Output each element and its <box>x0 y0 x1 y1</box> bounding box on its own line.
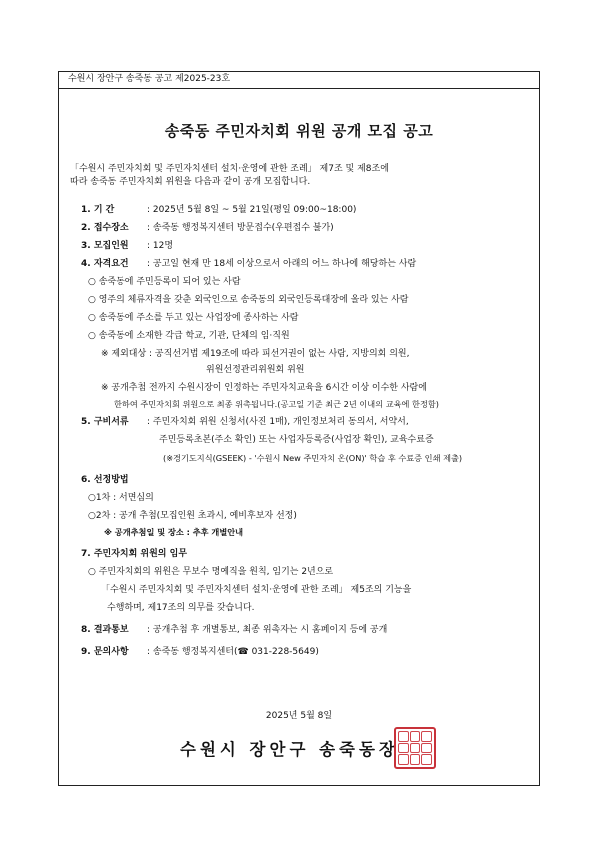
qualification-item: ○ 송죽동에 주소를 두고 있는 사업장에 종사하는 사람 <box>88 313 299 323</box>
place-value: : 송죽동 행정복지센터 방문접수(우편접수 불가) <box>147 223 334 233</box>
documents-label: 5. 구비서류 <box>81 417 129 427</box>
count-label: 3. 모집인원 <box>81 241 129 251</box>
inquiry-value: : 송죽동 행정복지센터(☎ 031-228-5649) <box>147 647 319 657</box>
period-label: 1. 기 간 <box>81 205 115 215</box>
qualification-value: : 공고일 현재 만 18세 이상으로서 아래의 어느 하나에 해당하는 사람 <box>147 259 417 269</box>
qualification-item: ○ 송죽동에 소재한 각급 학교, 기관, 단체의 임·직원 <box>88 331 290 341</box>
duties-line: 「수원시 주민자치회 및 주민자치센터 설치·운영에 관한 조례」 제5조의 기능을 <box>101 585 412 595</box>
result-value: : 공개추첨 후 개별통보, 최종 위촉자는 시 홈페이지 등에 공개 <box>147 625 388 635</box>
exclusion-note: ※ 제외대상 : 공직선거법 제19조에 따라 피선거권이 없는 사람, 지방의회 의원, <box>101 349 410 359</box>
signature: 수원시 장안구 송죽동장 <box>180 740 399 759</box>
qualification-label: 4. 자격요건 <box>81 259 129 269</box>
documents-value: : 주민자치회 위원 신청서(사진 1매), 개인정보처리 동의서, 서약서, <box>147 417 409 427</box>
qualification-item: ○ 송죽동에 주민등록이 되어 있는 사람 <box>88 277 241 287</box>
result-label: 8. 결과통보 <box>81 625 129 635</box>
duties-label: 7. 주민자치회 위원의 임무 <box>81 549 188 559</box>
period-value: : 2025년 5월 8일 ~ 5월 21일(평일 09:00~18:00) <box>147 205 357 215</box>
documents-line: 주민등록초본(주소 확인) 또는 사업자등록증(사업장 확인), 교육수료증 <box>159 435 434 445</box>
inquiry-label: 9. 문의사항 <box>81 647 129 657</box>
selection-note: ※ 공개추첨일 및 장소 : 추후 개별안내 <box>104 527 244 537</box>
education-note-cont: 한하여 주민자치회 위원으로 최종 위촉됩니다.(공고일 기준 최근 2년 이내의 교육에 한정함) <box>114 399 439 409</box>
notice-date: 2025년 5월 8일 <box>265 711 333 721</box>
count-value: : 12명 <box>147 241 174 251</box>
notice-number: 수원시 장안구 송죽동 공고 제2025-23호 <box>58 71 540 89</box>
intro-line-2: 따라 송죽동 주민자치회 위원을 다음과 같이 공개 모집합니다. <box>70 177 311 187</box>
selection-label: 6. 선정방법 <box>81 475 129 485</box>
duties-line: 수행하며, 제17조의 의무를 갖습니다. <box>107 603 255 613</box>
selection-step: ○2차 : 공개 추첨(모집인원 초과시, 예비후보자 선정) <box>88 511 297 521</box>
intro-line-1: 「수원시 주민자치회 및 주민자치센터 설치·운영에 관한 조례」 제7조 및 제8조에 <box>70 164 389 174</box>
exclusion-note-cont: 위원선정관리위원회 위원 <box>206 365 305 375</box>
qualification-item: ○ 영주의 체류자격을 갖춘 외국인으로 송죽동의 외국인등록대장에 올라 있는 사람 <box>88 295 409 305</box>
official-seal-icon <box>394 727 436 769</box>
education-note: ※ 공개추첨 전까지 수원시장이 인정하는 주민자치교육을 6시간 이상 이수한 사람에 <box>101 383 427 393</box>
place-label: 2. 접수장소 <box>81 223 129 233</box>
duties-line: ○ 주민자치회의 위원은 무보수 명예직을 원칙, 임기는 2년으로 <box>88 567 334 577</box>
documents-note: (※경기도지식(GSEEK) - '수원시 New 주민자치 온(ON)' 학습 후 수료증 인쇄 제출) <box>163 453 463 463</box>
page-title: 송죽동 주민자치회 위원 공개 모집 공고 <box>164 122 434 140</box>
selection-step: ○1차 : 서면심의 <box>88 493 154 503</box>
